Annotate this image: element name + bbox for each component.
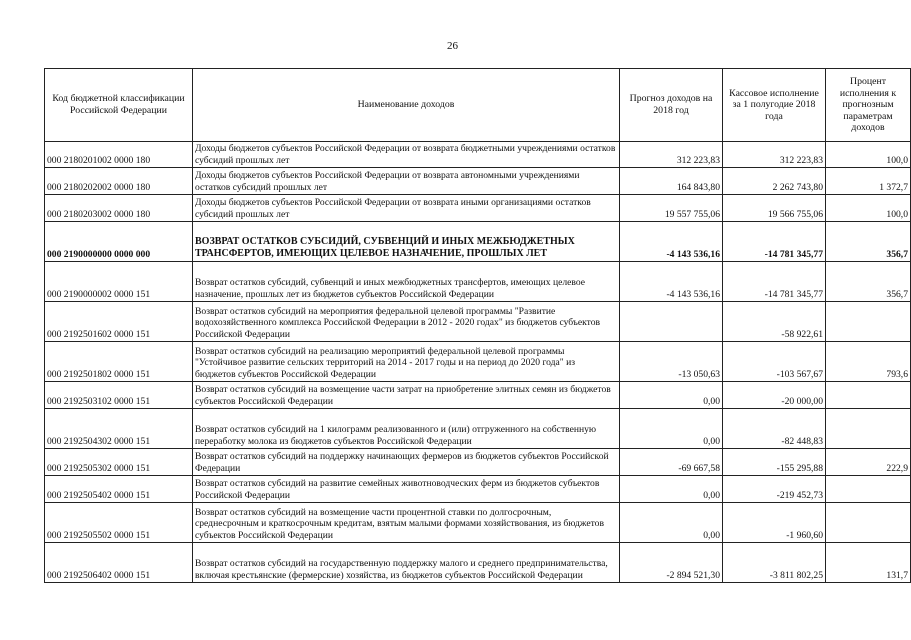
- header-forecast: Прогноз доходов на 2018 год: [620, 69, 723, 142]
- row-name: Возврат остатков субсидий на 1 килограмм реализованного и (или) отгруженного на собственную переработку молока из бюджетов субъектов Российской Федерации: [193, 409, 620, 449]
- row-percent: 100,0: [826, 195, 911, 222]
- table-body: [45, 142, 911, 583]
- row-percent: 222,9: [826, 449, 911, 476]
- row-percent: 356,7: [826, 222, 911, 262]
- row-percent: 356,7: [826, 262, 911, 302]
- row-code: 000 2192504302 0000 151: [45, 409, 193, 449]
- row-forecast: 0,00: [620, 476, 723, 503]
- row-name: Возврат остатков субсидий на реализацию мероприятий федеральной целевой программы "Устойчивое развитие сельских территорий на 2014 - 2017 годы и на период до 2020 года" из бюджетов субъектов Российской Федерации: [193, 342, 620, 382]
- table-row: [45, 262, 911, 302]
- row-code: 000 2192505402 0000 151: [45, 476, 193, 503]
- row-forecast: 164 843,80: [620, 168, 723, 195]
- row-execution: -1 960,60: [723, 503, 826, 543]
- row-forecast: -13 050,63: [620, 342, 723, 382]
- table-row: [45, 503, 911, 543]
- row-percent: [826, 302, 911, 342]
- page-number: 26: [447, 40, 458, 52]
- row-execution: -58 922,61: [723, 302, 826, 342]
- row-name: Доходы бюджетов субъектов Российской Федерации от возврата иными организациями остатков субсидий прошлых лет: [193, 195, 620, 222]
- row-code: 000 2190000002 0000 151: [45, 262, 193, 302]
- row-name: Возврат остатков субсидий на мероприятия федеральной целевой программы "Развитие водохозяйственного комплекса Российской Федерации в 2012 - 2020 годах" из бюджетов субъектов Российской Федерации: [193, 302, 620, 342]
- row-name: Возврат остатков субсидий на возмещение части затрат на приобретение элитных семян из бюджетов субъектов Российской Федерации: [193, 382, 620, 409]
- row-code: 000 2192501602 0000 151: [45, 302, 193, 342]
- row-code: 000 2192505302 0000 151: [45, 449, 193, 476]
- header-execution: Кассовое исполнение за 1 полугодие 2018 года: [723, 69, 826, 142]
- row-execution: 2 262 743,80: [723, 168, 826, 195]
- row-code: 000 2192501802 0000 151: [45, 342, 193, 382]
- row-code: 000 2180203002 0000 180: [45, 195, 193, 222]
- row-percent: 131,7: [826, 543, 911, 583]
- header-code: Код бюджетной классификации Российской Федерации: [45, 69, 193, 142]
- row-percent: [826, 409, 911, 449]
- row-execution: -3 811 802,25: [723, 543, 826, 583]
- table-row: [45, 302, 911, 342]
- header-percent: Процент исполнения к прогнозным параметрам доходов: [826, 69, 911, 142]
- row-forecast: 0,00: [620, 382, 723, 409]
- row-name: Возврат остатков субсидий на государственную поддержку малого и среднего предпринимательства, включая крестьянские (фермерские) хозяйства, из бюджетов субъектов Российской Федерации: [193, 543, 620, 583]
- row-name: Возврат остатков субсидий на развитие семейных животноводческих ферм из бюджетов субъектов Российской Федерации: [193, 476, 620, 503]
- row-percent: [826, 476, 911, 503]
- row-name: Возврат остатков субсидий на поддержку начинающих фермеров из бюджетов субъектов Российской Федерации: [193, 449, 620, 476]
- row-percent: 793,6: [826, 342, 911, 382]
- row-forecast: -2 894 521,30: [620, 543, 723, 583]
- table-row: [45, 342, 911, 382]
- table-row: [45, 222, 911, 262]
- row-code: 000 2192503102 0000 151: [45, 382, 193, 409]
- row-execution: 312 223,83: [723, 142, 826, 168]
- row-name: Доходы бюджетов субъектов Российской Федерации от возврата автономными учреждениями остатков субсидий прошлых лет: [193, 168, 620, 195]
- row-code: 000 2180201002 0000 180: [45, 142, 193, 168]
- row-name: ВОЗВРАТ ОСТАТКОВ СУБСИДИЙ, СУБВЕНЦИЙ И ИНЫХ МЕЖБЮДЖЕТНЫХ ТРАНСФЕРТОВ, ИМЕЮЩИХ ЦЕЛЕВОЕ НАЗНАЧЕНИЕ, ПРОШЛЫХ ЛЕТ: [193, 222, 620, 262]
- row-forecast: -69 667,58: [620, 449, 723, 476]
- row-percent: [826, 382, 911, 409]
- row-execution: -219 452,73: [723, 476, 826, 503]
- table-row: [45, 543, 911, 583]
- row-name: Возврат остатков субсидий на возмещение части процентной ставки по долгосрочным, среднесрочным и краткосрочным кредитам, взятым малыми формами хозяйствования, из бюджетов субъектов Российской Федерации: [193, 503, 620, 543]
- row-forecast: [620, 302, 723, 342]
- budget-income-table: [44, 68, 911, 583]
- row-forecast: -4 143 536,16: [620, 222, 723, 262]
- table-row: [45, 195, 911, 222]
- row-name: Доходы бюджетов субъектов Российской Федерации от возврата бюджетными учреждениями остатков субсидий прошлых лет: [193, 142, 620, 168]
- table-row: [45, 476, 911, 503]
- row-execution: -82 448,83: [723, 409, 826, 449]
- row-execution: -14 781 345,77: [723, 222, 826, 262]
- row-code: 000 2190000000 0000 000: [45, 222, 193, 262]
- row-code: 000 2192505502 0000 151: [45, 503, 193, 543]
- row-forecast: 19 557 755,06: [620, 195, 723, 222]
- table-row: [45, 142, 911, 168]
- row-forecast: -4 143 536,16: [620, 262, 723, 302]
- row-percent: [826, 503, 911, 543]
- table-row: [45, 168, 911, 195]
- table-row: [45, 409, 911, 449]
- row-execution: -20 000,00: [723, 382, 826, 409]
- row-percent: 100,0: [826, 142, 911, 168]
- row-execution: -14 781 345,77: [723, 262, 826, 302]
- row-forecast: 0,00: [620, 503, 723, 543]
- row-execution: -155 295,88: [723, 449, 826, 476]
- row-name: Возврат остатков субсидий, субвенций и иных межбюджетных трансфертов, имеющих целевое назначение, прошлых лет из бюджетов субъектов Российской Федерации: [193, 262, 620, 302]
- table-row: [45, 449, 911, 476]
- row-forecast: 312 223,83: [620, 142, 723, 168]
- header-name: Наименование доходов: [193, 69, 620, 142]
- row-percent: 1 372,7: [826, 168, 911, 195]
- row-code: 000 2192506402 0000 151: [45, 543, 193, 583]
- table-header-row: [45, 69, 911, 142]
- row-execution: 19 566 755,06: [723, 195, 826, 222]
- row-forecast: 0,00: [620, 409, 723, 449]
- row-code: 000 2180202002 0000 180: [45, 168, 193, 195]
- row-execution: -103 567,67: [723, 342, 826, 382]
- table-row: [45, 382, 911, 409]
